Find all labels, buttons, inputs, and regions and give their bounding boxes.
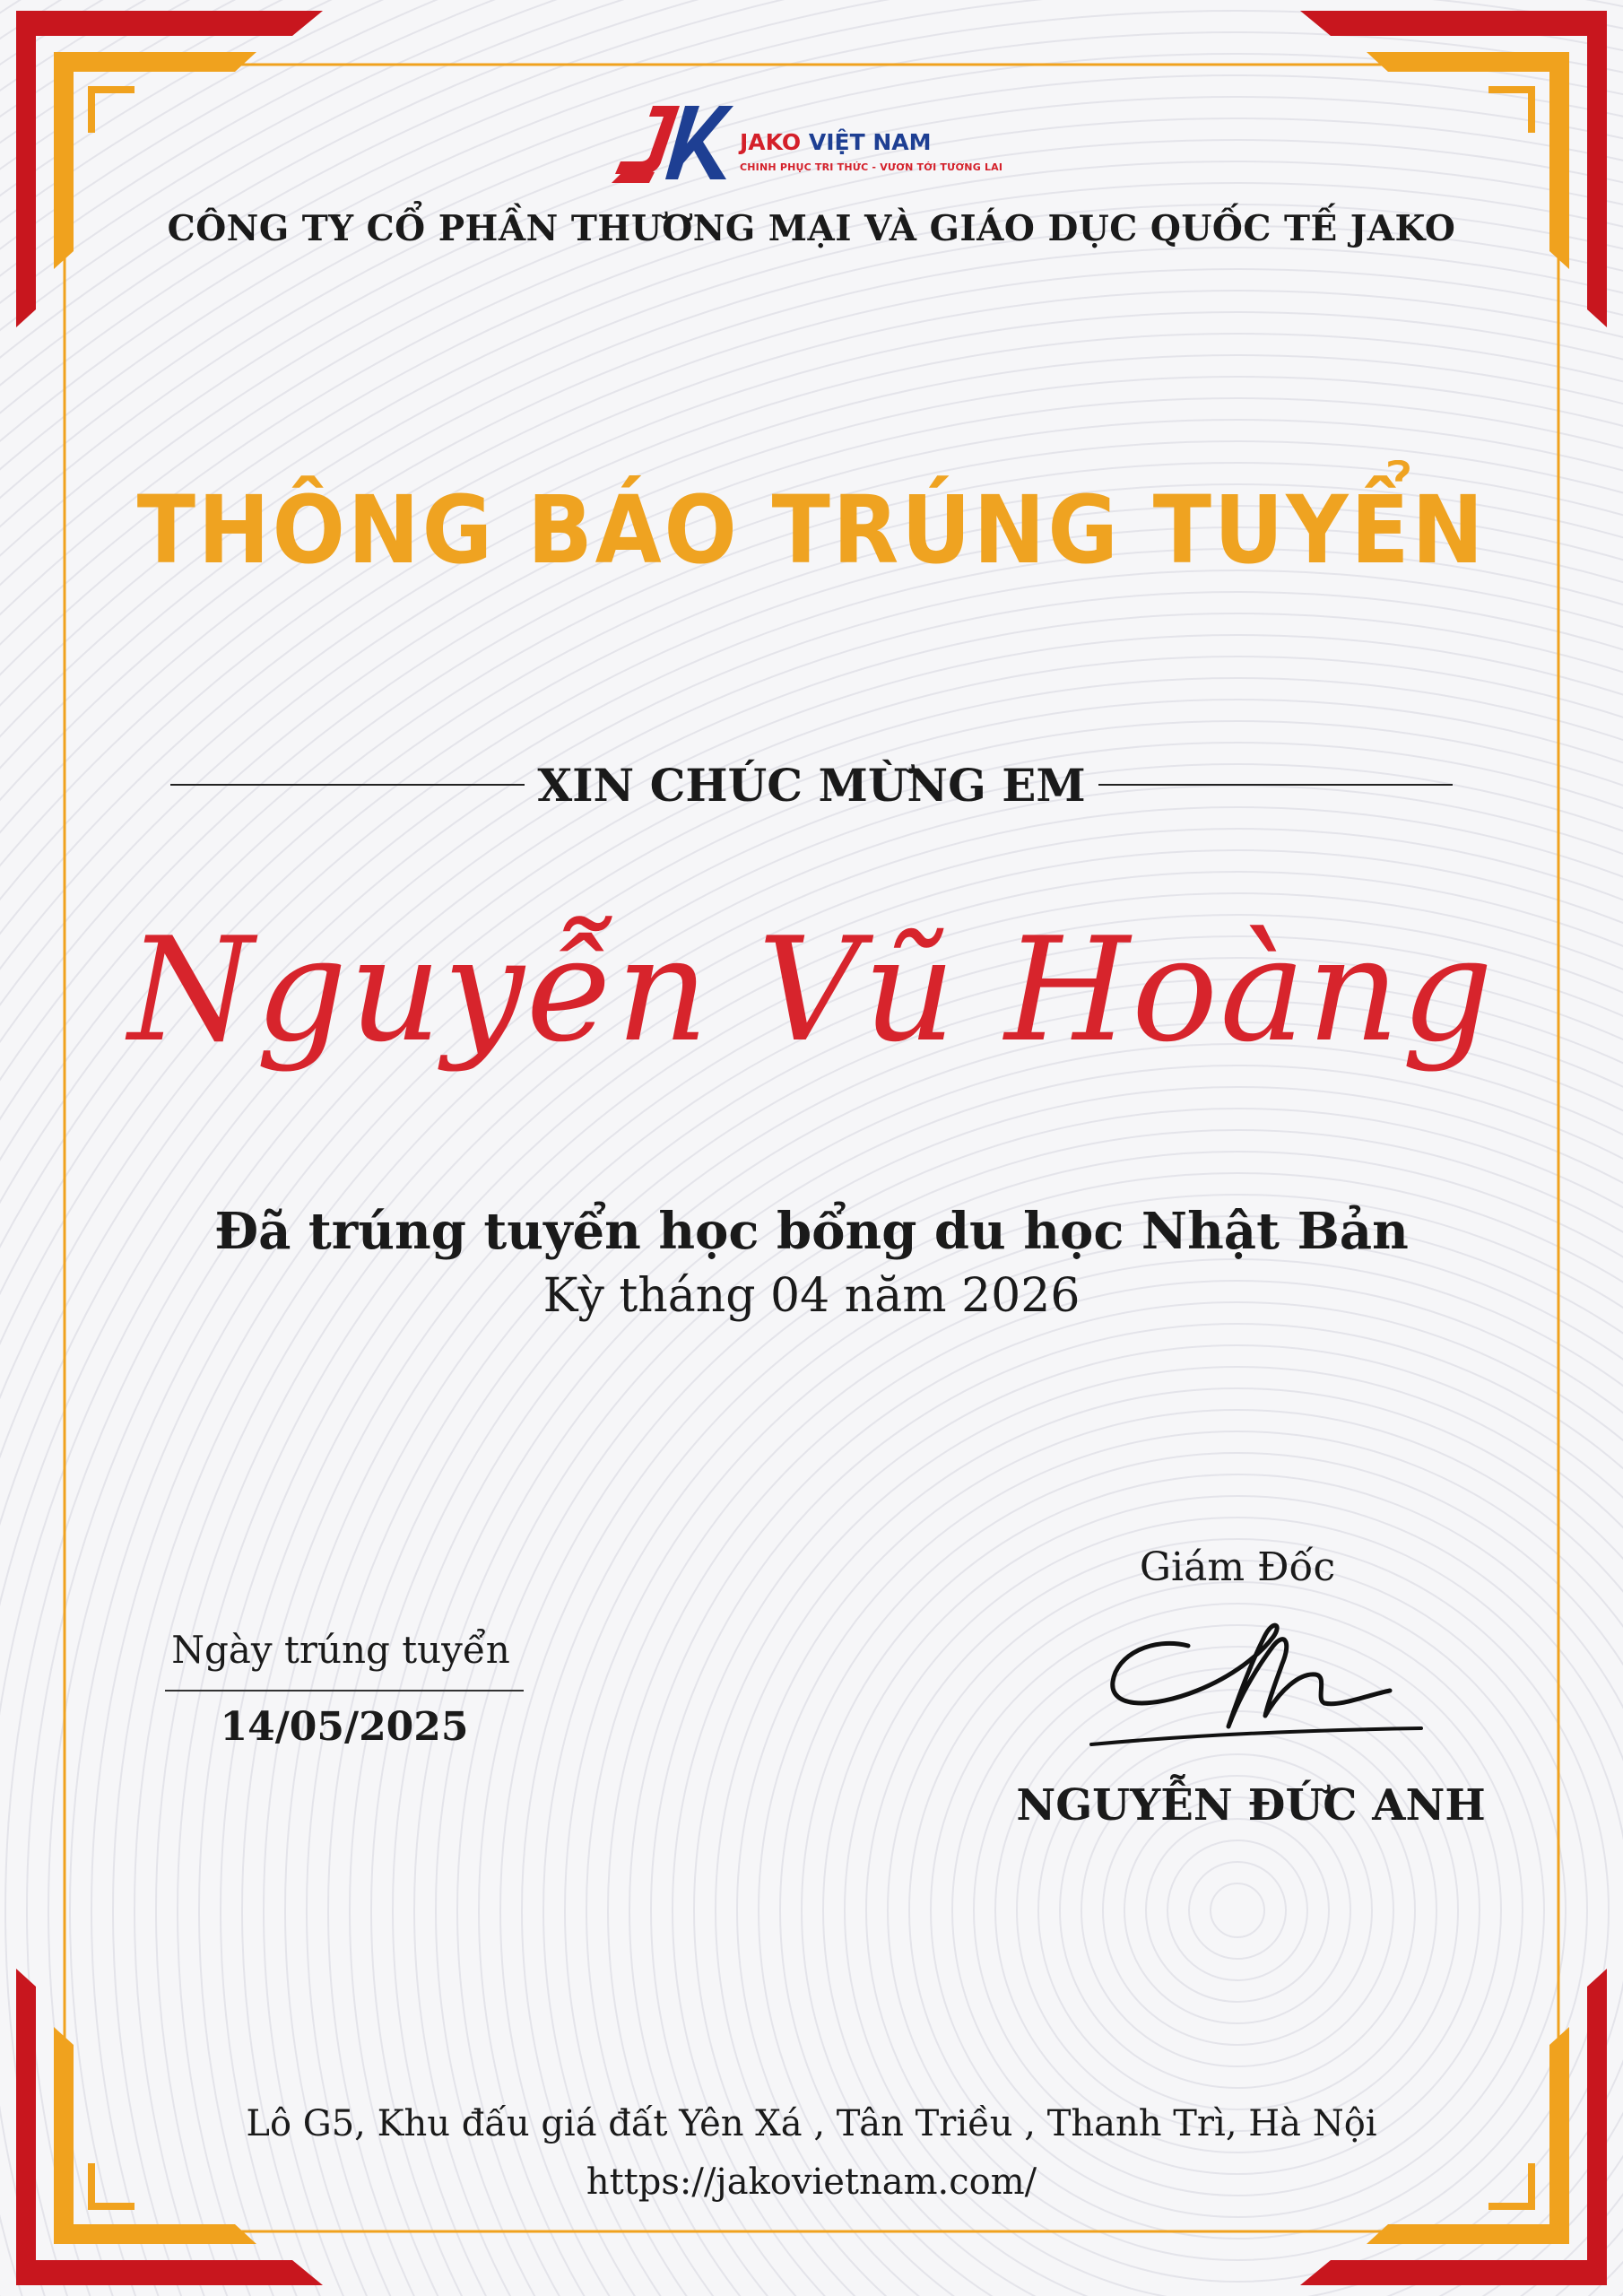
logo-brand-jako: JAKO <box>740 129 802 155</box>
divider-left <box>170 784 525 786</box>
congrats-text: XIN CHÚC MỪNG EM <box>537 758 1086 812</box>
company-website[interactable]: https://jakovietnam.com/ <box>586 2161 1037 2203</box>
scholarship-term: Kỳ tháng 04 năm 2026 <box>542 1269 1081 1323</box>
scholarship-description: Đã trúng tuyển học bổng du học Nhật Bản <box>214 1202 1409 1261</box>
acceptance-date: 14/05/2025 <box>220 1704 469 1750</box>
jk-logo-mark-icon <box>610 97 735 187</box>
congrats-row <box>170 753 1453 816</box>
company-address: Lô G5, Khu đấu giá đất Yên Xá , Tân Triều , Thanh Trì, Hà Nội <box>246 2103 1377 2144</box>
logo-slogan: CHINH PHỤC TRI THỨC - VƯƠN TỚI TƯƠNG LAI <box>740 161 1003 173</box>
signatory-name: NGUYỄN ĐỨC ANH <box>1016 1780 1486 1831</box>
signatory-title: Giám Đốc <box>1139 1544 1336 1590</box>
certificate-title: THÔNG BÁO TRÚNG TUYỂN <box>136 475 1487 585</box>
director-signature <box>1081 1610 1439 1767</box>
corner-top-left <box>16 11 323 327</box>
recipient-name: Nguyễn Vũ Hoàng <box>127 906 1496 1074</box>
logo-brand-vietnam: VIỆT NAM <box>808 129 932 155</box>
divider-right <box>1098 784 1453 786</box>
acceptance-date-divider <box>165 1690 524 1692</box>
company-logo <box>610 97 1040 187</box>
acceptance-date-label: Ngày trúng tuyển <box>171 1628 510 1672</box>
company-name: CÔNG TY CỔ PHẦN THƯƠNG MẠI VÀ GIÁO DỤC QUỐC TẾ JAKO <box>167 208 1456 249</box>
logo-brand <box>740 129 932 155</box>
corner-top-right <box>1300 11 1607 327</box>
